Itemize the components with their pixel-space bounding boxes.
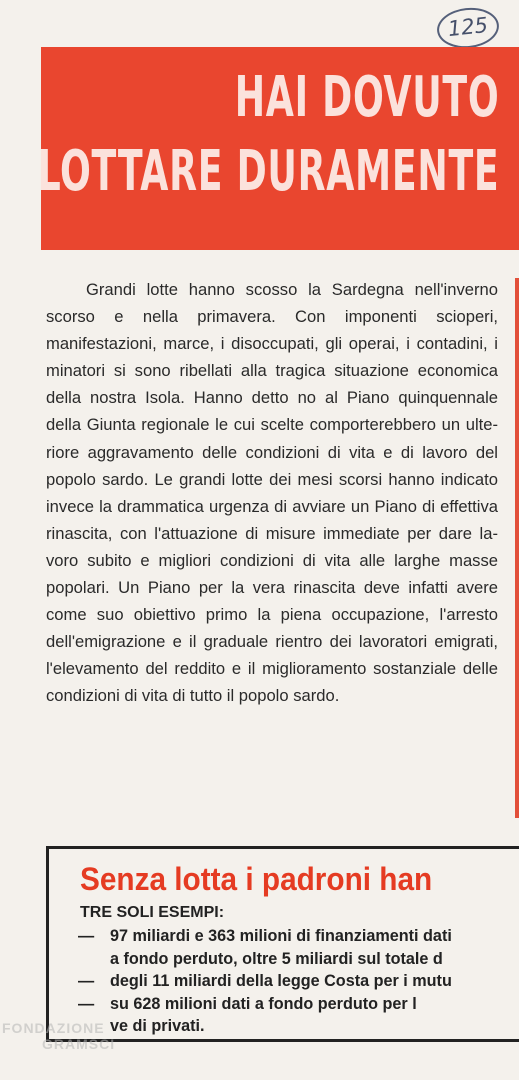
list-item-continuation <box>78 948 452 971</box>
headline-line-2: LOTTARE DURAMENTE <box>37 139 499 204</box>
dash-bullet: — <box>78 994 95 1013</box>
list-item-text: ve di privati. <box>110 1017 205 1035</box>
list-item <box>78 993 452 1016</box>
headline <box>37 61 499 209</box>
body-paragraph: Grandi lotte hanno scosso la Sardegna nell'inverno scorso e nella primavera. Con imponenti scioperi, manifestazioni, marce, i disoccupati, gli operai, i contadini, i minatori si sono ribellati alla tragica situazione economica della nostra Isola. Hanno detto no al Piano quinquennale della Giunta regionale le cui scelte comporterebbero un ulteriore aggravamento delle condizioni di vita e di lavoro del popolo sardo. Le grandi lotte dei mesi scorsi hanno indicato invece la drammatica urgenza di avviare un Piano di effettiva rinascita, con l'attuazione di misure immediate per dare lavoro subito e migliori condizioni di vita alle larghe masse popolari. Un Piano per la vera rinascita deve infatti avere come suo obiettivo primo la piena occupazione, l'arresto dell'emigrazione e il graduale rientro dei lavoratori emigrati, l'elevamento del reddito e il miglioramento sostanziale delle condizioni di vita di tutto il popolo sardo. <box>46 280 498 706</box>
list-item-text: degli 11 miliardi della legge Costa per i mutu <box>110 972 452 990</box>
box-title: Senza lotta i padroni han <box>80 861 433 897</box>
archive-watermark <box>2 1020 152 1052</box>
box-subtitle: TRE SOLI ESEMPI: <box>80 904 225 921</box>
examples-box <box>46 846 519 1042</box>
page-number: 125 <box>435 5 501 51</box>
list-item-text: 97 miliardi e 363 milioni di finanziamenti dati <box>110 927 452 945</box>
list-item <box>78 925 452 948</box>
dash-bullet: — <box>78 927 95 945</box>
watermark-line-2: GRAMSCI <box>42 1036 116 1052</box>
list-item-text: a fondo perduto, oltre 5 miliardi sul totale d <box>110 949 443 968</box>
list-item <box>78 970 452 993</box>
red-edge-strip <box>515 278 519 818</box>
watermark-line-1: FONDAZIONE <box>2 1020 105 1036</box>
dash-bullet: — <box>78 972 95 990</box>
list-item-text: su 628 milioni dati a fondo perduto per l <box>110 994 417 1013</box>
headline-band <box>37 47 519 250</box>
headline-line-1: HAI DOVUTO <box>234 65 500 130</box>
